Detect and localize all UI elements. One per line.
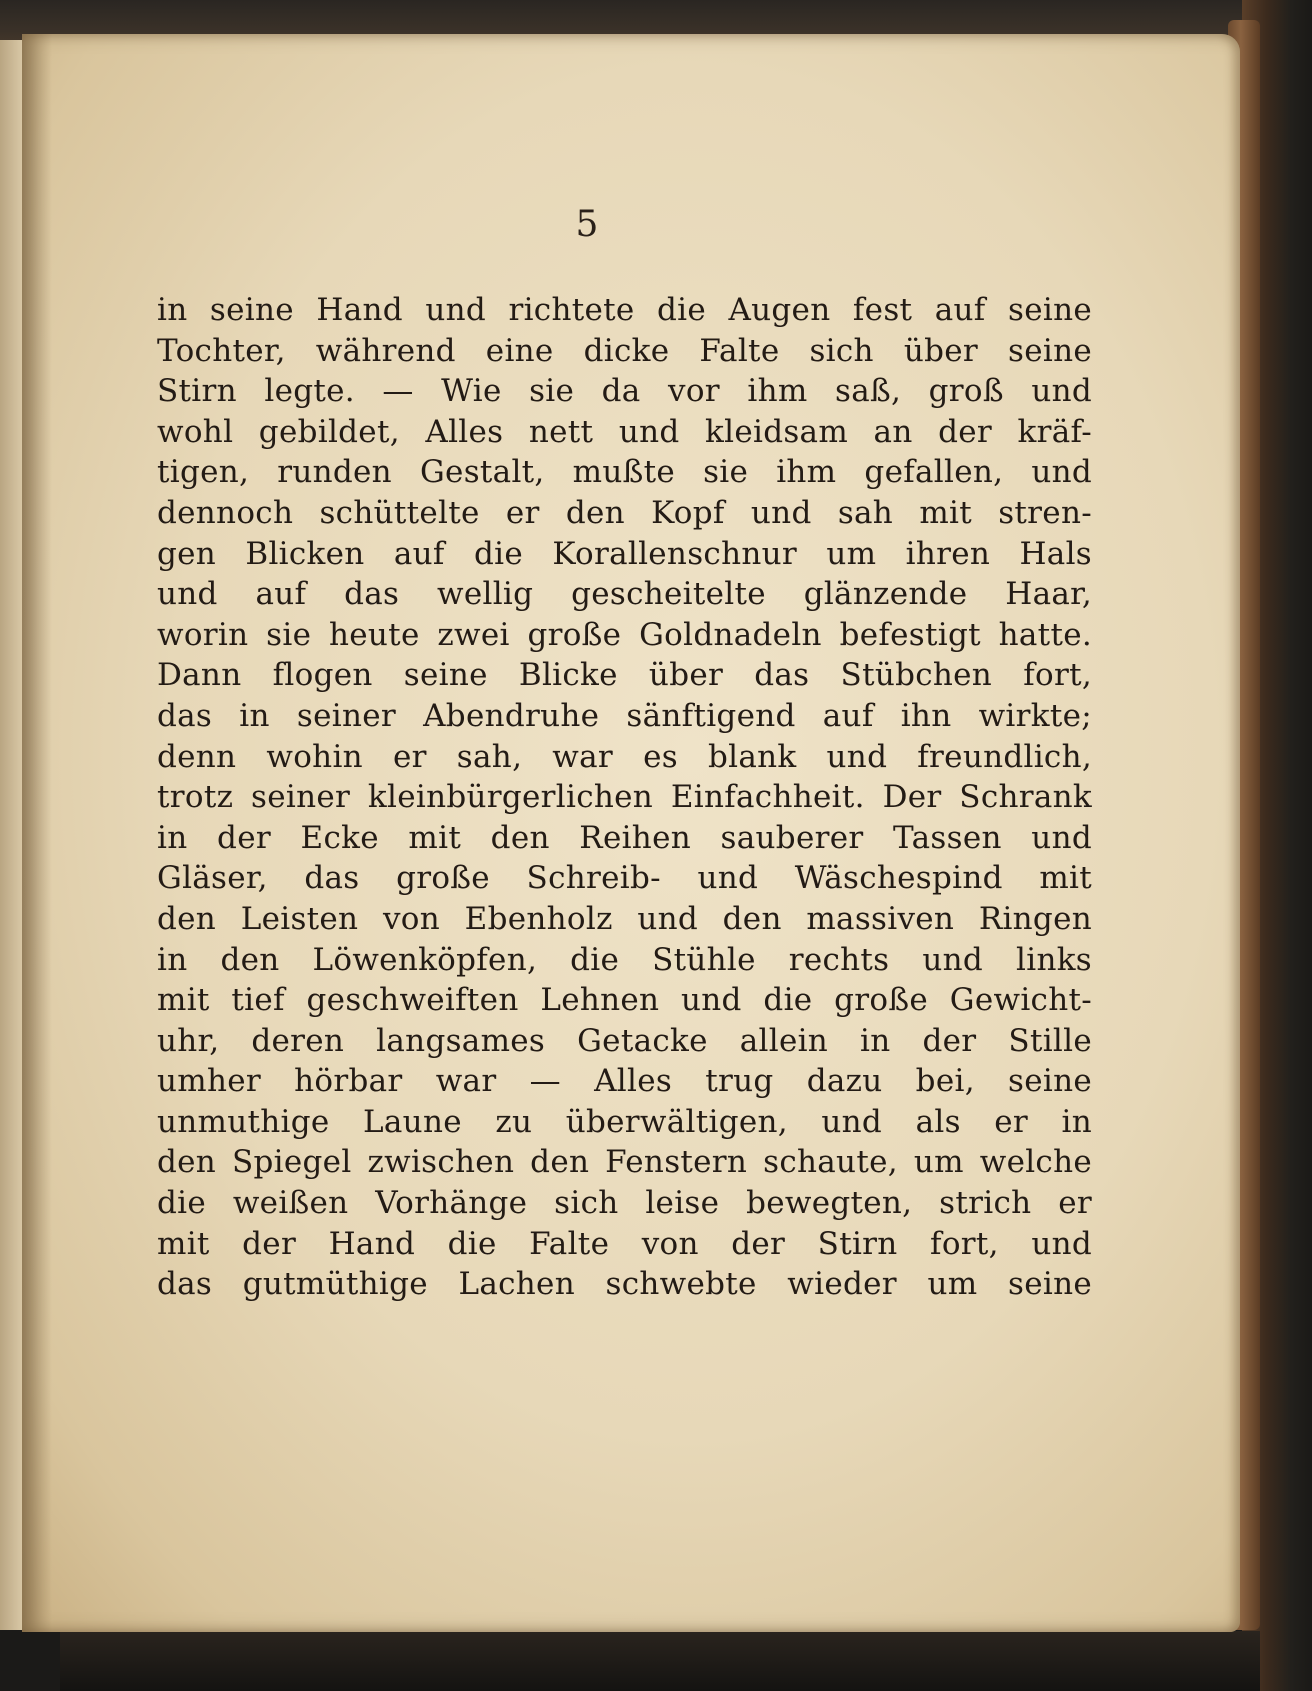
text-line: das gutmüthige Lachen schwebte wieder um seine [157, 1266, 1092, 1303]
text-line: trotz seiner kleinbürgerlichen Einfachheit. Der Schrank [157, 779, 1092, 816]
text-line: gen Blicken auf die Korallenschnur um ihren Hals [157, 535, 1092, 572]
text-line: wohl gebildet, Alles nett und kleidsam an der kräf- [157, 413, 1092, 450]
text-line: das in seiner Abendruhe sänftigend auf ihn wirkte; [157, 697, 1092, 734]
text-line: dennoch schüttelte er den Kopf und sah mit stren- [157, 494, 1092, 531]
text-line: Stirn legte. — Wie sie da vor ihm saß, groß und [157, 373, 1092, 410]
text-line: unmuthige Laune zu überwältigen, und als er in [157, 1103, 1092, 1140]
text-line: uhr, deren langsames Getacke allein in der Stille [157, 1022, 1092, 1059]
text-line: Gläser, das große Schreib- und Wäschespind mit [157, 860, 1092, 897]
text-line: Tochter, während eine dicke Falte sich über seine [157, 332, 1092, 369]
text-line: den Leisten von Ebenholz und den massiven Ringen [157, 900, 1092, 937]
text-line: in seine Hand und richtete die Augen fest auf seine [157, 292, 1092, 328]
text-line: mit der Hand die Falte von der Stirn fort, und [157, 1225, 1092, 1262]
book-cover-bottom-edge [60, 1631, 1260, 1691]
page-gutter-shadow [22, 34, 52, 1632]
page-number: 5 [575, 204, 599, 245]
text-line: die weißen Vorhänge sich leise bewegten, strich er [157, 1185, 1092, 1222]
text-line: denn wohin er sah, war es blank und freundlich, [157, 738, 1092, 775]
text-line: Dann flogen seine Blicke über das Stübchen fort, [157, 657, 1092, 694]
book-page [22, 34, 1240, 1632]
text-line: in den Löwenköpfen, die Stühle rechts und links [157, 941, 1092, 978]
page-text [157, 290, 1092, 1305]
text-line: tigen, runden Gestalt, mußte sie ihm gefallen, und [157, 454, 1092, 491]
text-line: mit tief geschweiften Lehnen und die große Gewicht- [157, 982, 1092, 1019]
text-line: den Spiegel zwischen den Fenstern schaute, um welche [157, 1144, 1092, 1181]
text-line: worin sie heute zwei große Goldnadeln befestigt hatte. [157, 616, 1092, 653]
text-line: umher hörbar war — Alles trug dazu bei, seine [157, 1063, 1092, 1100]
text-line: und auf das wellig gescheitelte glänzende Haar, [157, 576, 1092, 613]
text-line: in der Ecke mit den Reihen sauberer Tassen und [157, 819, 1092, 856]
